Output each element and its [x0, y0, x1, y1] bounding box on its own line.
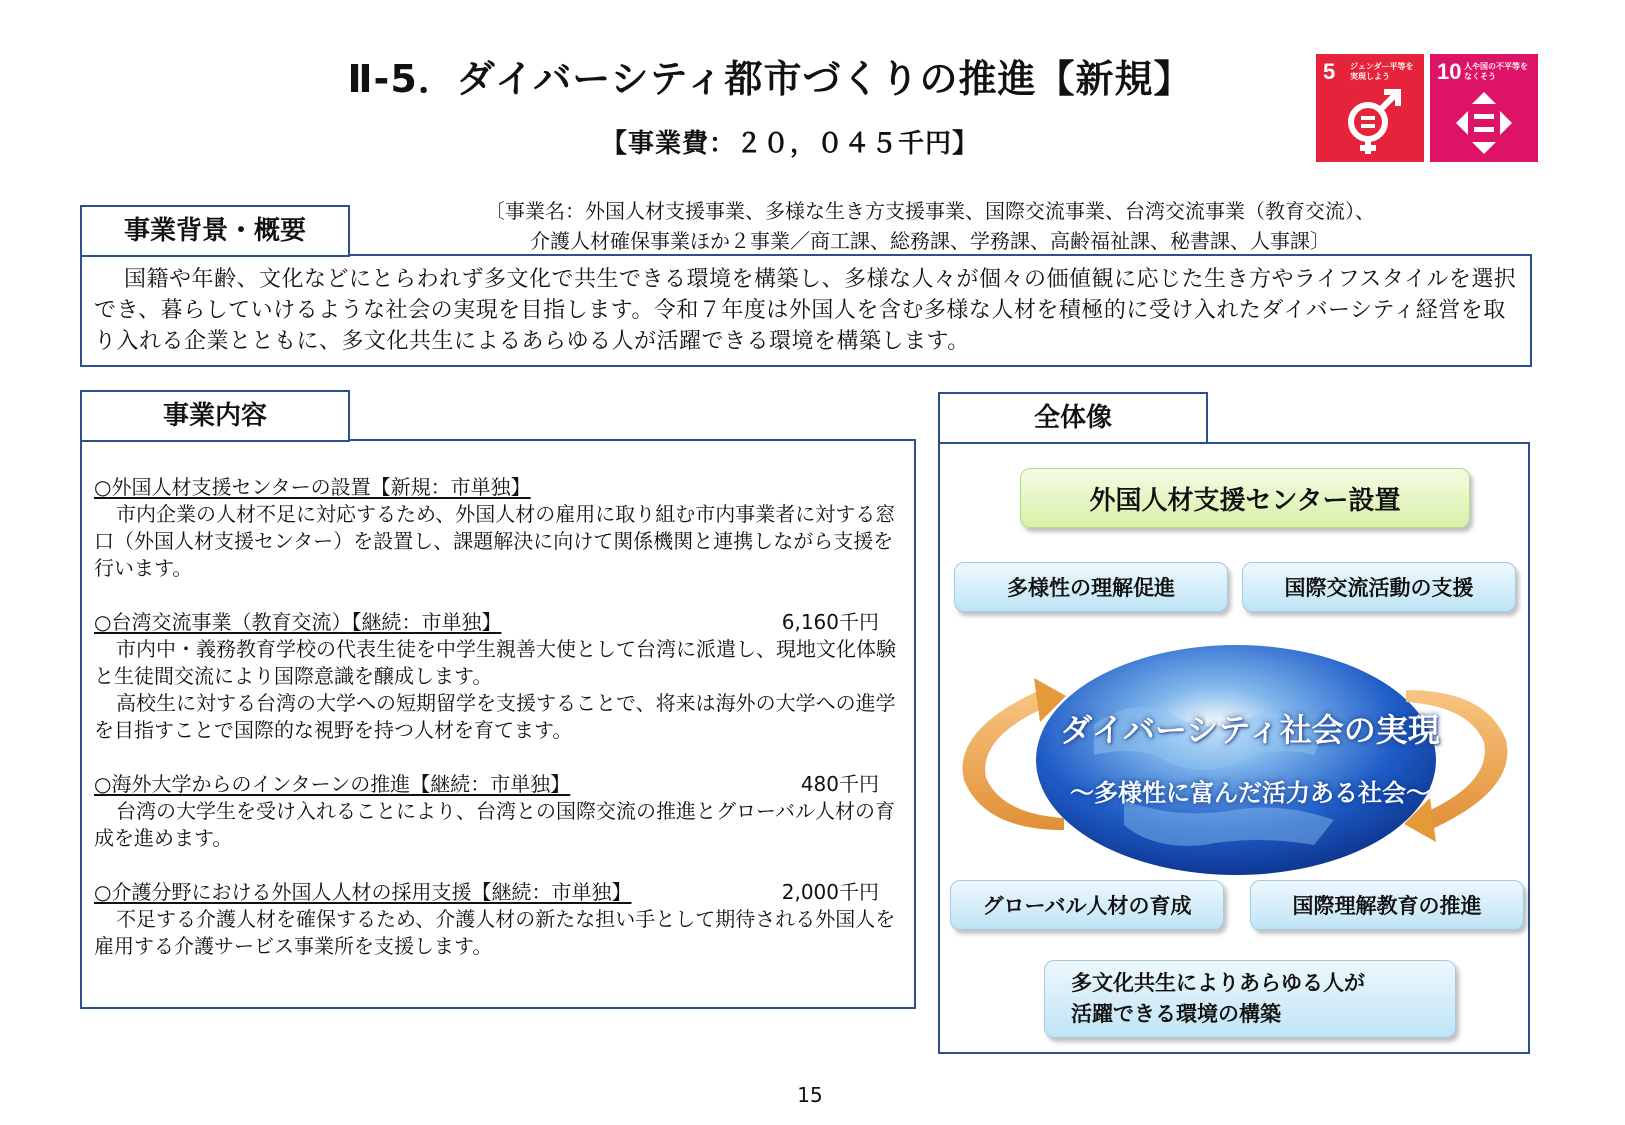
sdg-caption: ジェンダー平等を実現しよう — [1350, 62, 1414, 81]
item-heading — [94, 474, 879, 501]
project-names-line: 介護人材確保事業ほか２事業／商工課、総務課、学務課、高齢福祉課、秘書課、人事課〕 — [530, 229, 1330, 253]
item-amount: 480千円 — [800, 772, 879, 796]
item-heading-text: ○海外大学からのインターンの推進【継続：市単独】 — [94, 772, 571, 796]
bottom-right-label: 国際理解教育の推進 — [1292, 894, 1482, 918]
overview-tab — [80, 205, 350, 257]
content-tab — [80, 390, 350, 442]
item-body — [94, 798, 909, 852]
project-names — [360, 196, 1500, 256]
item-paragraph: 市内企業の人材不足に対応するため、外国人材の雇用に取り組む市内事業者に対する窓口（外国人材支援センター）を設置し、課題解決に向けて関係機関と連携しながら支援を行います。 — [94, 502, 896, 580]
center-box — [1020, 468, 1470, 528]
item-amount: 2,000千円 — [781, 880, 879, 904]
sdg-10-badge — [1430, 54, 1538, 162]
top-left-label: 多様性の理解促進 — [1007, 576, 1175, 600]
sdg-number: 5 — [1323, 59, 1336, 84]
top-left-box — [954, 562, 1228, 612]
bottom-center-line: 多文化共生によりあらゆる人が — [1071, 971, 1365, 995]
page-number: 15 — [797, 1083, 823, 1107]
bottom-right-box — [1250, 880, 1524, 930]
item-body — [94, 501, 909, 582]
reduced-inequality-icon — [1430, 54, 1538, 162]
sdg-number: 10 — [1437, 59, 1462, 84]
content-list — [94, 474, 909, 987]
overview-tab-label: 事業背景・概要 — [123, 216, 306, 246]
bottom-left-label: グローバル人材の育成 — [982, 894, 1192, 918]
top-right-box — [1242, 562, 1516, 612]
item-paragraph: 台湾の大学生を受け入れることにより、台湾との国際交流の推進とグローバル人材の育成を進めます。 — [94, 799, 895, 850]
overview-text: 国籍や年齢、文化などにとらわれず多文化で共生できる環境を構築し、多様な人々が個々の価値観に応じた生き方やライフスタイルを選択でき、暮らしていけるような社会の実現を目指します。令和７年度は外国人を含む多様な人材を積極的に受け入れたダイバーシティ経営を取り入れる企業とともに、多文化共生によるあらゆる人が活躍できる環境を構築します。 — [94, 267, 1517, 354]
content-tab-label: 事業内容 — [162, 401, 267, 431]
globe-title: ダイバーシティ社会の実現 — [1060, 711, 1440, 749]
item-body — [94, 636, 909, 744]
item-amount: 6,160千円 — [781, 610, 879, 634]
overall-tab-label: 全体像 — [1033, 403, 1112, 433]
bottom-center-box — [1044, 960, 1456, 1038]
project-names-line: 〔事業名：外国人材支援事業、多様な生き方支援事業、国際交流事業、台湾交流事業（教育交流）、 — [485, 199, 1375, 223]
item-heading — [94, 879, 879, 906]
top-right-label: 国際交流活動の支援 — [1284, 576, 1474, 600]
bottom-left-box — [950, 880, 1224, 930]
page-title: Ⅱ-5．ダイバーシティ都市づくりの推進【新規】 — [347, 57, 1193, 101]
item-heading-text: ○外国人材支援センターの設置【新規：市単独】 — [94, 475, 531, 499]
sdg-caption: 人や国の不平等をなくそう — [1464, 62, 1528, 81]
bottom-center-line: 活躍できる環境の構築 — [1071, 1002, 1281, 1026]
item-paragraph: 不足する介護人材を確保するため、介護人材の新たな担い手として期待される外国人を雇用する介護サービス事業所を支援します。 — [94, 907, 896, 958]
globe-illustration — [944, 630, 1526, 880]
globe-subtitle: ～多様性に富んだ活力ある社会～ — [1070, 779, 1430, 807]
item-heading-text: ○台湾交流事業（教育交流）【継続：市単独】 — [94, 610, 502, 634]
center-box-label: 外国人材支援センター設置 — [1089, 485, 1401, 516]
budget-label: 【事業費：２０，０４５千円】 — [600, 129, 979, 159]
list-item — [94, 609, 909, 744]
item-paragraph: 高校生に対する台湾の大学への短期留学を支援することで、将来は海外の大学への進学を目指すことで国際的な視野を持つ人材を育てます。 — [94, 691, 896, 742]
item-body — [94, 906, 909, 960]
sdg-5-badge — [1316, 54, 1424, 162]
item-heading — [94, 609, 879, 636]
list-item — [94, 879, 909, 960]
item-paragraph: 市内中・義務教育学校の代表生徒を中学生親善大使として台湾に派遣し、現地文化体験と生徒間交流により国際意識を醸成します。 — [94, 637, 896, 688]
overall-tab — [938, 392, 1208, 444]
list-item — [94, 474, 909, 582]
item-heading — [94, 771, 879, 798]
gender-equality-icon — [1316, 54, 1424, 162]
list-item — [94, 771, 909, 852]
item-heading-text: ○介護分野における外国人人材の採用支援【継続：市単独】 — [94, 880, 632, 904]
